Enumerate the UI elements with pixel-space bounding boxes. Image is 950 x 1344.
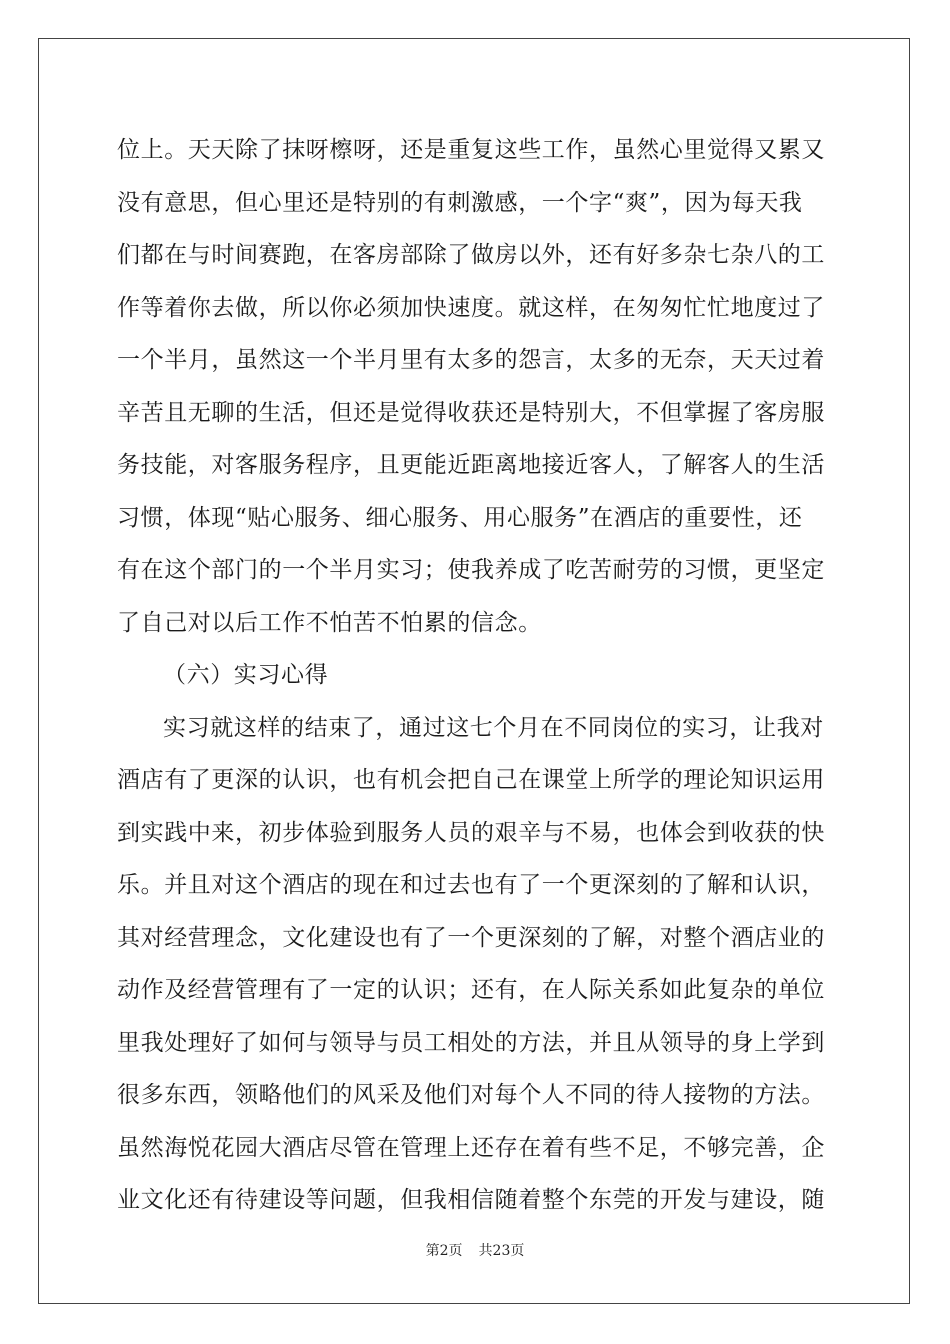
paragraph-line: 作等着你去做，所以你必须加快速度。就这样，在匆匆忙忙地度过了	[117, 294, 825, 321]
paragraph-line: 有在这个部门的一个半月实习；使我养成了吃苦耐劳的习惯，更坚定	[117, 557, 825, 583]
paragraph-line: 酒店有了更深的认识，也有机会把自己在课堂上所学的理论知识运用	[117, 767, 825, 793]
paragraph-line: 实习就这样的结束了，通过这七个月在不同岗位的实习，让我对	[163, 714, 824, 741]
page-footer	[0, 1240, 950, 1260]
document-body	[117, 124, 837, 1227]
paragraph-line: 虽然海悦花园大酒店尽管在管理上还存在着有些不足，不够完善，企	[117, 1134, 825, 1161]
paragraph-line: 里我处理好了如何与领导与员工相处的方法，并且从领导的身上学到	[117, 1029, 825, 1056]
paragraph-line: 乐。并且对这个酒店的现在和过去也有了一个更深刻的了解和认识，	[117, 872, 825, 898]
paragraph-line: 到实践中来，初步体验到服务人员的艰辛与不易，也体会到收获的快	[117, 819, 825, 846]
page-number: 第2页	[425, 1243, 463, 1259]
paragraph-line: 没有意思，但心里还是特别的有刺激感，一个字“爽”，因为每天我	[117, 189, 803, 216]
paragraph-line: 其对经营理念，文化建设也有了一个更深刻的了解，对整个酒店业的	[117, 924, 825, 951]
paragraph-line: 业文化还有待建设等问题，但我相信随着整个东莞的开发与建设，随	[117, 1187, 825, 1213]
paragraph-line: 很多东西，领略他们的风采及他们对每个人不同的待人接物的方法。	[117, 1082, 825, 1108]
paragraph-line: 习惯，体现“贴心服务、细心服务、用心服务”在酒店的重要性，还	[117, 504, 803, 531]
paragraph-line: 务技能，对客服务程序，且更能近距离地接近客人，了解客人的生活	[117, 452, 825, 478]
page-total: 共23页	[478, 1243, 525, 1259]
paragraph-line: 了自己对以后工作不怕苦不怕累的信念。	[117, 609, 542, 636]
paragraph-line: 辛苦且无聊的生活，但还是觉得收获还是特别大，不但掌握了客房服	[117, 399, 825, 426]
section-heading: （六）实习心得	[163, 662, 329, 688]
paragraph-line: 一个半月，虽然这一个半月里有太多的怨言，太多的无奈，天天过着	[117, 347, 825, 373]
paragraph-line: 动作及经营管理有了一定的认识；还有，在人际关系如此复杂的单位	[117, 977, 825, 1003]
paragraph-line: 位上。天天除了抹呀檫呀，还是重复这些工作，虽然心里觉得又累又	[117, 137, 825, 163]
paragraph-line: 们都在与时间赛跑，在客房部除了做房以外，还有好多杂七杂八的工	[117, 242, 825, 268]
